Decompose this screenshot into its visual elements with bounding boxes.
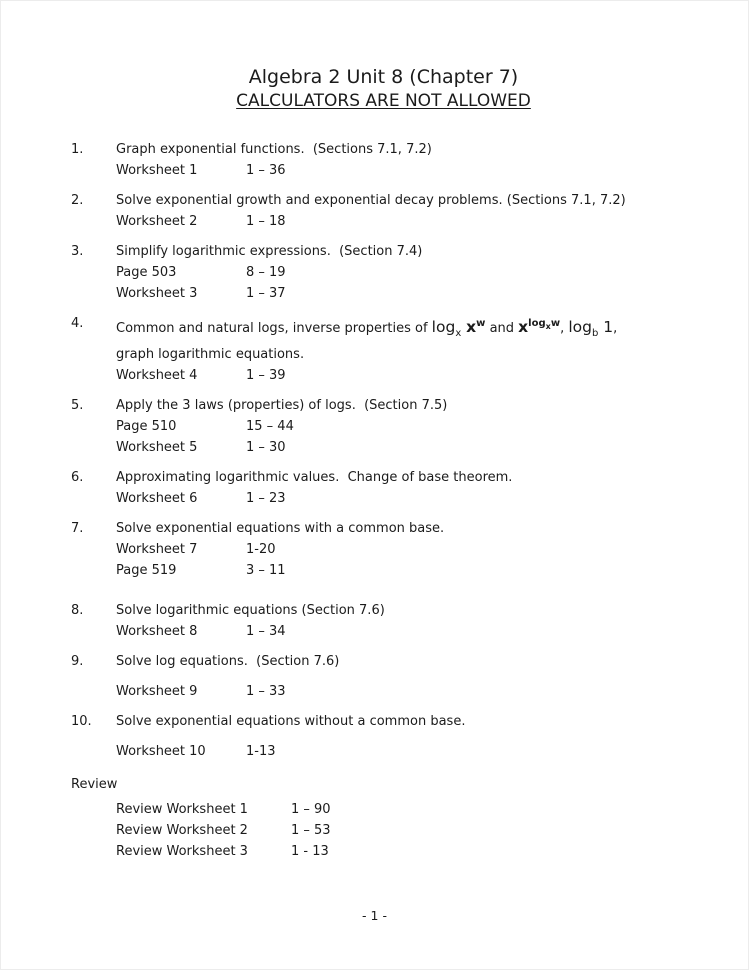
assignment-row: [116, 160, 696, 181]
assignment-row: [116, 539, 696, 560]
assignment-row: [116, 681, 696, 702]
assignment-source: Page 503: [116, 265, 177, 280]
item-description: Solve logarithmic equations (Section 7.6): [116, 603, 385, 619]
item-number: 4.: [71, 316, 84, 331]
assignment-row: [116, 262, 696, 283]
assignment-source: Worksheet 8: [116, 624, 198, 640]
assignment-item-8: [71, 600, 696, 642]
math-num: 1: [603, 318, 614, 337]
assignment-problems: 1-13: [246, 744, 276, 760]
assignment-row: [116, 283, 696, 304]
math-log: log: [568, 318, 592, 337]
assignment-source: Worksheet 5: [116, 440, 198, 456]
assignment-problems: 1 – 33: [246, 684, 286, 700]
item-description: Approximating logarithmic values. Change of base theorem.: [116, 470, 513, 486]
math-sup: w: [476, 318, 486, 329]
math-sub: x: [545, 322, 551, 331]
assignment-source: Review Worksheet 1: [116, 802, 248, 818]
page-subtitle: CALCULATORS ARE NOT ALLOWED: [236, 91, 531, 111]
description-text: Common and natural logs, inverse properties of: [116, 321, 428, 337]
item-description: [116, 313, 696, 344]
assignment-source: Page 519: [116, 563, 177, 579]
assignment-source: Worksheet 3: [116, 286, 198, 301]
item-number: 1.: [71, 142, 84, 157]
assignment-problems: 1 – 34: [246, 624, 286, 640]
assignment-problems: 1 – 23: [246, 491, 286, 507]
description-text: ,: [560, 321, 565, 337]
math-sub: b: [591, 328, 599, 340]
item-number: 7.: [71, 521, 84, 537]
assignment-item-4: [71, 313, 696, 386]
math-sup: logxw: [528, 318, 561, 331]
item-description-line2: graph logarithmic equations.: [116, 347, 305, 363]
math-var: $x^{log_xw}$: [518, 318, 561, 337]
item-number: 3.: [71, 244, 84, 259]
math-var: $x^w$: [466, 318, 486, 337]
assignment-problems: 15 – 44: [246, 419, 294, 435]
assignment-item-10: [71, 711, 696, 762]
page-title: Algebra 2 Unit 8 (Chapter 7): [248, 66, 519, 88]
item-number: 2.: [71, 193, 84, 208]
assignment-row: [116, 488, 696, 509]
assignment-problems: 8 – 19: [246, 265, 286, 280]
assignment-source: Worksheet 9: [116, 684, 198, 700]
assignment-problems: 1 – 18: [246, 214, 286, 229]
item-description: Simplify logarithmic expressions. (Section 7.4): [116, 244, 423, 259]
assignment-source: Worksheet 7: [116, 542, 198, 558]
assignment-item-6: [71, 467, 696, 509]
assignment-source: Worksheet 6: [116, 491, 198, 507]
item-number: 5.: [71, 398, 84, 414]
description-text: and: [489, 321, 515, 337]
assignment-item-2: [71, 190, 696, 232]
math-sub: x: [455, 328, 462, 340]
item-number: 10.: [71, 714, 92, 730]
review-assignment-row: [116, 820, 696, 841]
review-section: [71, 774, 696, 862]
assignment-problems: 1 – 30: [246, 440, 286, 456]
item-description: Graph exponential functions. (Sections 7.1, 7.2): [116, 142, 432, 157]
assignment-source: Worksheet 4: [116, 368, 198, 384]
review-assignment-row: [116, 799, 696, 820]
page-number: - 1 -: [362, 908, 387, 923]
assignment-source: Review Worksheet 2: [116, 823, 248, 839]
review-assignment-row: [116, 841, 696, 862]
item-description: Solve exponential equations without a common base.: [116, 714, 466, 730]
math-log: log: [431, 318, 456, 337]
assignment-item-3: [71, 241, 696, 304]
assignment-source: Review Worksheet 3: [116, 844, 248, 860]
assignment-item-5: [71, 395, 696, 458]
item-number: 8.: [71, 603, 84, 619]
assignment-item-9: [71, 651, 696, 702]
assignment-item-1: [71, 139, 696, 181]
review-label: Review: [71, 777, 118, 793]
assignment-row: [116, 621, 696, 642]
assignment-problems: 1 – 37: [246, 286, 286, 301]
assignment-source: Worksheet 2: [116, 214, 198, 229]
assignment-problems: 1-20: [246, 542, 276, 558]
item-description: Solve exponential equations with a common base.: [116, 521, 445, 537]
assignment-row: [116, 560, 696, 581]
math-log-b-1: [568, 318, 614, 340]
item-number: 9.: [71, 654, 84, 670]
assignment-problems: 1 – 53: [291, 823, 331, 839]
assignment-row: [116, 741, 696, 762]
assignment-problems: 1 – 90: [291, 802, 331, 818]
assignment-row: [116, 437, 696, 458]
assignment-problems: 3 – 11: [246, 563, 286, 579]
math-x-to-log-x-w: [518, 318, 560, 336]
assignment-problems: 1 – 39: [246, 368, 286, 384]
item-description: Solve exponential growth and exponential decay problems. (Sections 7.1, 7.2): [116, 193, 626, 208]
item-description: Apply the 3 laws (properties) of logs. (Section 7.5): [116, 398, 448, 414]
assignment-item-7: [71, 518, 696, 581]
description-text: ,: [613, 321, 618, 337]
math-log-x-of-x-to-w: [431, 318, 486, 340]
assignment-problems: 1 - 13: [291, 844, 329, 860]
assignment-row: [116, 211, 696, 232]
assignment-source: Worksheet 1: [116, 163, 198, 178]
assignment-row: [116, 365, 696, 386]
assignment-row: [116, 416, 696, 437]
assignment-source: Worksheet 10: [116, 744, 206, 760]
item-description: Solve log equations. (Section 7.6): [116, 654, 340, 670]
assignment-source: Page 510: [116, 419, 177, 435]
assignment-problems: 1 – 36: [246, 163, 286, 178]
item-number: 6.: [71, 470, 84, 486]
